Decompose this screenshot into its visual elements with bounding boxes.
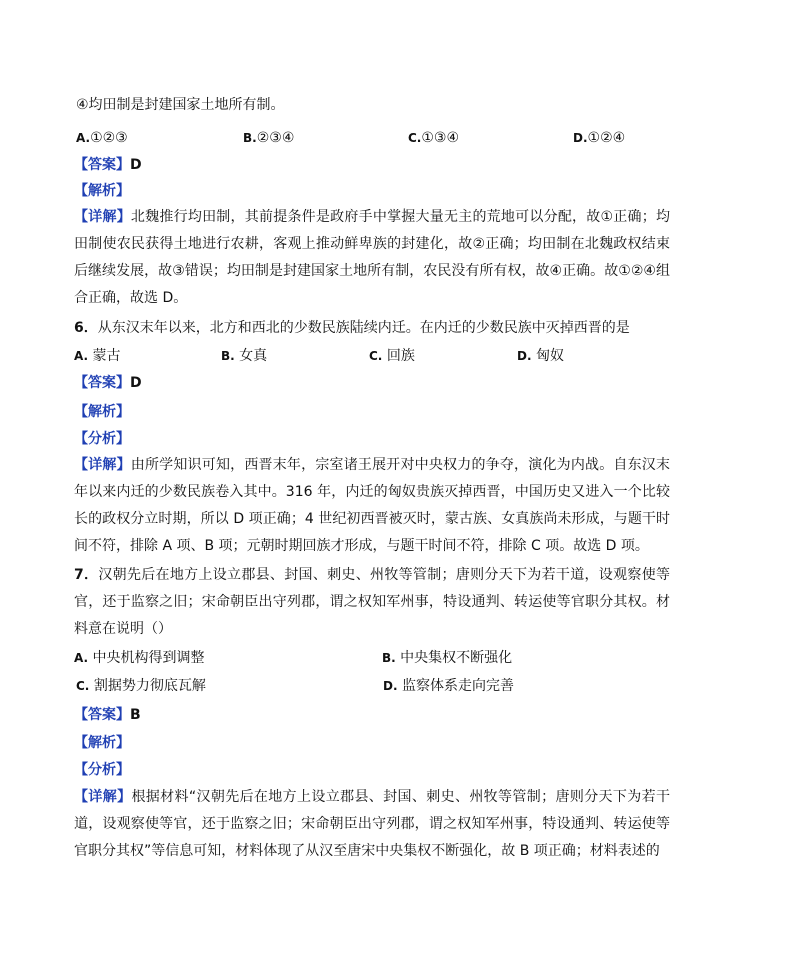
option-text: 女真 [239,348,268,364]
q7-option-c[interactable] [76,676,206,696]
q7-analysis-heading [74,733,130,753]
detail-tag: 【详解】 [74,209,131,225]
option-text: 监察体系走向完善 [401,678,514,694]
option-letter: D. [517,349,532,363]
fenxi-tag: 【分析】 [74,762,130,778]
q7-option-b[interactable] [382,648,512,668]
answer-value: D [130,375,142,391]
q6-option-c[interactable] [369,346,415,366]
q7-answer [74,705,141,725]
option-text: 中央集权不断强化 [400,650,513,666]
q5-option-d[interactable] [573,128,625,148]
option-letter: C. [76,679,90,693]
q5-option-c[interactable] [408,128,459,148]
option-text: 回族 [386,348,415,364]
option-letter: D. [383,679,398,693]
option-letter: D. [573,131,588,145]
q7-stem [74,562,670,643]
q7-detail [74,784,670,865]
question-number: 6． [74,320,98,336]
option-letter: A. [74,349,89,363]
option-letter: A. [74,651,89,665]
option-letter: B. [382,651,396,665]
q6-option-a[interactable] [74,346,121,366]
option-text: ①③④ [421,130,460,146]
analysis-tag: 【解析】 [74,183,130,199]
q5-answer [74,155,142,175]
answer-tag: 【答案】 [74,375,130,391]
q5-option-a[interactable] [76,128,128,148]
q5-option-b[interactable] [243,128,294,148]
option-text: 中央机构得到调整 [92,650,205,666]
option-text: 割据势力彻底瓦解 [93,678,206,694]
option-letter: B. [221,349,235,363]
q5-detail [74,204,670,312]
answer-tag: 【答案】 [74,157,130,173]
q6-detail [74,452,670,560]
option-letter: C. [408,131,422,145]
option-text: 匈奴 [535,348,564,364]
answer-tag: 【答案】 [74,707,130,723]
detail-text: 根据材料“汉朝先后在地方上设立郡县、封国、刺史、州牧等管制；唐则分天下为若干道，设观察使等官，还于监察之旧；宋命朝臣出守列郡，谓之权知军州事，特设通判、转运使等官职分其权”等信息可知，材料体现了从汉至唐宋中央集权不断强化，故 B 项正确；材料表述的 [74,789,670,859]
analysis-tag: 【解析】 [74,404,130,420]
q7-option-a[interactable] [74,648,205,668]
option-letter: B. [243,131,257,145]
analysis-tag: 【解析】 [74,735,130,751]
answer-value: B [130,707,141,723]
detail-tag: 【详解】 [74,789,132,805]
detail-tag: 【详解】 [74,457,131,473]
q7-fenxi-heading [74,760,130,780]
fenxi-tag: 【分析】 [74,431,130,447]
option-text: ②③④ [256,130,295,146]
detail-text: 由所学知识可知，西晋末年，宗室诸王展开对中央权力的争夺，演化为内战。自东汉末年以来内迁的少数民族卷入其中。316 年，内迁的匈奴贵族灭掉西晋，中国历史又进入一个比较长的政权分立时期，所以 D 项正确；4 世纪初西晋被灭时，蒙古族、女真族尚未形成，与题干时间不符，排除 A 项、B 项；元朝时期回族才形成，与题干时间不符，排除 C 项。故选 D 项。 [74,457,670,554]
q6-option-d[interactable] [517,346,564,366]
q6-option-b[interactable] [221,346,267,366]
q6-stem [74,318,630,338]
question-number: 7． [74,567,99,583]
option-text: 蒙古 [92,348,121,364]
q6-analysis-heading [74,402,130,422]
option-text: ①②④ [587,130,626,146]
q6-fenxi-heading [74,429,130,449]
option-letter: C. [369,349,383,363]
statement-4: ④均田制是封建国家土地所有制。 [76,97,285,113]
q7-option-d[interactable] [383,676,514,696]
answer-value: D [130,157,142,173]
question-text: 从东汉末年以来，北方和西北的少数民族陆续内迁。在内迁的少数民族中灭掉西晋的是 [97,320,630,336]
question-text: 汉朝先后在地方上设立郡县、封国、刺史、州牧等管制；唐则分天下为若干道，设观察使等官，还于监察之旧；宋命朝臣出守列郡，谓之权知军州事，特设通判、转运使等官职分其权。材料意在说明（） [74,567,670,637]
option-letter: A. [76,131,91,145]
detail-text: 北魏推行均田制，其前提条件是政府手中掌握大量无主的荒地可以分配，故①正确；均田制使农民获得土地进行农耕，客观上推动鲜卑族的封建化，故②正确；均田制在北魏政权结束后继续发展，故③错误；均田制是封建国家土地所有制，农民没有所有权，故④正确。故①②④组合正确，故选 D。 [74,209,670,306]
q6-answer [74,373,142,393]
option-text: ①②③ [90,130,128,146]
q5-analysis-heading [74,181,130,201]
